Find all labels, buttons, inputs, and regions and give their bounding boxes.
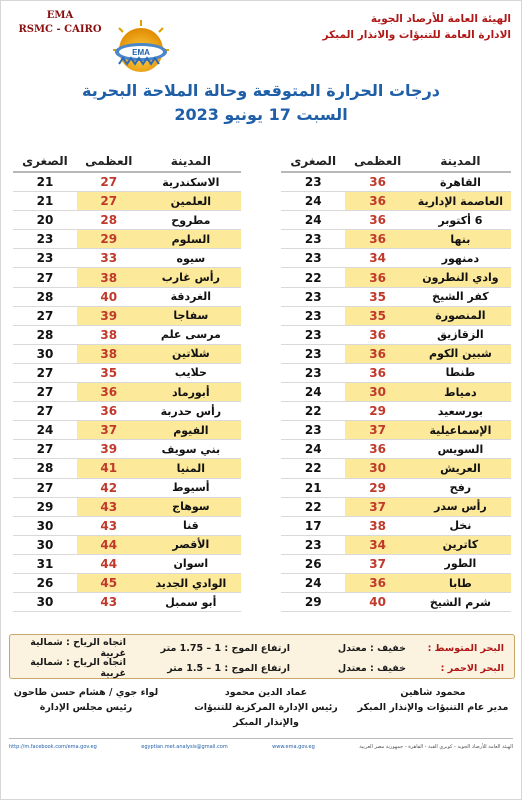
table-row — [13, 173, 241, 192]
min-temp-cell: 29 — [36, 499, 54, 514]
table-row — [13, 574, 241, 593]
min-temp-cell: 22 — [304, 270, 322, 285]
signature-forecast-director — [353, 685, 513, 715]
max-temp-cell: 29 — [77, 230, 141, 248]
table-row — [281, 536, 511, 555]
city-cell: الأقصر — [141, 536, 241, 554]
title-line1: درجات الحرارة المتوقعة وحالة الملاحة البحرية — [81, 81, 440, 100]
city-cell: 6 أكتوبر — [438, 213, 483, 227]
sea-row-red-sea — [10, 658, 514, 678]
table-row — [281, 345, 511, 364]
table-row — [281, 268, 511, 287]
table-row — [13, 307, 241, 326]
table-row — [13, 459, 241, 478]
min-temp-cell: 23 — [304, 423, 322, 438]
city-cell: وادي النطرون — [410, 268, 511, 286]
ema-rsmc-label — [15, 9, 105, 37]
signature-title: مدير عام التنبؤات والإنذار المبكر — [357, 702, 509, 713]
table-row — [281, 307, 511, 326]
signature-chairman — [11, 685, 161, 715]
max-temp-cell: 44 — [100, 556, 118, 571]
signature-name: عماد الدين محمود — [224, 687, 308, 698]
table-row — [281, 402, 511, 421]
min-temp-cell: 24 — [304, 194, 322, 209]
city-cell: القاهرة — [439, 175, 481, 189]
table-row — [13, 498, 241, 517]
max-temp-cell: 38 — [100, 327, 118, 342]
table-row — [13, 555, 241, 574]
min-temp-cell: 23 — [304, 537, 322, 552]
table-row — [13, 536, 241, 555]
signature-name: لواء جوي / هشام حسن طاحون — [13, 687, 159, 698]
max-temp-cell: 44 — [77, 536, 141, 554]
sea-name: البحر الاحمر : — [440, 662, 504, 674]
min-temp-cell: 24 — [304, 213, 322, 228]
city-cell: قنا — [182, 519, 199, 533]
max-temp-cell: 36 — [369, 327, 386, 342]
table-row — [281, 459, 511, 478]
min-temp-cell: 29 — [304, 595, 322, 610]
min-temp-cell: 23 — [304, 251, 322, 266]
city-cell: المنيا — [141, 459, 241, 477]
table-row — [13, 402, 241, 421]
logo-text: EMA — [132, 48, 150, 57]
max-temp-cell: 28 — [100, 213, 118, 228]
table-body — [281, 173, 511, 612]
max-temp-cell: 36 — [100, 404, 118, 419]
city-cell: شرم الشيخ — [429, 595, 491, 609]
min-temp-cell: 20 — [36, 213, 54, 228]
footer-email-link[interactable]: egyptian.met.analysis@gmail.com — [141, 743, 228, 750]
sea-conditions-box — [9, 634, 515, 679]
max-temp-cell: 30 — [345, 459, 409, 477]
city-cell: السويس — [437, 442, 484, 456]
city-cell: الطور — [444, 557, 477, 571]
table-row — [13, 593, 241, 612]
max-temp-cell: 41 — [77, 459, 141, 477]
city-cell: سيوه — [176, 251, 206, 265]
header-max: العظمى — [353, 154, 402, 168]
city-cell: المنصورة — [410, 307, 511, 325]
max-temp-cell: 43 — [77, 498, 141, 516]
min-temp-cell: 17 — [304, 518, 322, 533]
table-row — [281, 192, 511, 211]
table-row — [281, 479, 511, 498]
footer-facebook-link[interactable]: http://m.facebook.com/ema.gov.eg — [9, 743, 97, 750]
city-cell: طابا — [410, 574, 511, 592]
city-cell: سوهاج — [141, 498, 241, 516]
table-header — [281, 151, 511, 173]
table-row — [13, 288, 241, 307]
city-cell: شلاتين — [141, 345, 241, 363]
signature-title: رئيس مجلس الإدارة — [39, 702, 133, 713]
signature-name: محمود شاهين — [400, 687, 466, 698]
max-temp-cell: 39 — [77, 307, 141, 325]
table-row — [281, 288, 511, 307]
city-cell: أبورماد — [141, 383, 241, 401]
rsmc-label: RSMC - CAIRO — [18, 24, 102, 35]
max-temp-cell: 36 — [369, 175, 386, 190]
city-cell: العلمين — [141, 192, 241, 210]
max-temp-cell: 36 — [345, 268, 409, 286]
city-cell: الفيوم — [141, 421, 241, 439]
min-temp-cell: 24 — [304, 385, 322, 400]
max-temp-cell: 38 — [77, 345, 141, 363]
city-cell: أبو سمبل — [165, 595, 217, 609]
header-min: الصغرى — [22, 154, 68, 168]
wind-direction: اتجاه الرياح : شمالية غربية — [30, 637, 126, 659]
max-temp-cell: 40 — [369, 595, 386, 610]
city-cell: نخل — [449, 519, 472, 533]
table-row — [13, 230, 241, 249]
city-cell: حلايب — [174, 366, 207, 380]
page-title — [1, 79, 521, 127]
table-row — [13, 421, 241, 440]
min-temp-cell: 27 — [36, 480, 54, 495]
table-row — [281, 421, 511, 440]
max-temp-cell: 27 — [100, 175, 118, 190]
table-row — [281, 249, 511, 268]
min-temp-cell: 23 — [36, 251, 54, 266]
sea-name: البحر المتوسط : — [427, 642, 504, 654]
max-temp-cell: 36 — [369, 365, 386, 380]
table-row — [281, 326, 511, 345]
header-min: الصغرى — [290, 154, 337, 168]
table-row — [13, 440, 241, 459]
min-temp-cell: 23 — [304, 289, 322, 304]
table-row — [13, 268, 241, 287]
max-temp-cell: 36 — [345, 574, 409, 592]
department-name: الادارة العامة للتنبؤات والانذار المبكر — [322, 29, 511, 41]
title-date: السبت 17 يونيو 2023 — [174, 105, 348, 124]
max-temp-cell: 36 — [369, 213, 386, 228]
table-row — [281, 517, 511, 536]
max-temp-cell: 33 — [100, 251, 118, 266]
header-max: العظمى — [85, 154, 133, 168]
max-temp-cell: 35 — [369, 289, 386, 304]
min-temp-cell: 21 — [36, 194, 54, 209]
min-temp-cell: 30 — [36, 346, 54, 361]
min-temp-cell: 27 — [36, 442, 54, 457]
min-temp-cell: 24 — [36, 423, 54, 438]
page-footer — [9, 738, 513, 754]
city-cell: الغردقة — [170, 290, 212, 304]
table-header — [13, 151, 241, 173]
city-cell: رفح — [449, 481, 472, 495]
city-cell: طنطا — [445, 366, 476, 380]
max-temp-cell: 40 — [100, 289, 118, 304]
table-row — [13, 517, 241, 536]
temperature-table-right — [281, 151, 511, 612]
table-row — [281, 574, 511, 593]
min-temp-cell: 23 — [304, 175, 322, 190]
table-row — [13, 249, 241, 268]
table-row — [13, 211, 241, 230]
table-row — [13, 383, 241, 402]
footer-website-link[interactable]: www.ema.gov.eg — [272, 743, 315, 750]
max-temp-cell: 38 — [77, 268, 141, 286]
city-cell: بورسعيد — [437, 404, 484, 418]
min-temp-cell: 30 — [36, 518, 54, 533]
city-cell: العاصمة الإدارية — [410, 192, 511, 210]
min-temp-cell: 31 — [36, 556, 54, 571]
min-temp-cell: 28 — [36, 461, 54, 476]
max-temp-cell: 43 — [100, 518, 118, 533]
table-row — [281, 498, 511, 517]
table-row — [13, 345, 241, 364]
min-temp-cell: 27 — [36, 365, 54, 380]
max-temp-cell: 36 — [345, 230, 409, 248]
table-row — [281, 593, 511, 612]
min-temp-cell: 24 — [304, 442, 322, 457]
table-row — [281, 230, 511, 249]
min-temp-cell: 24 — [304, 576, 322, 591]
table-row — [281, 364, 511, 383]
max-temp-cell: 36 — [369, 442, 386, 457]
max-temp-cell: 37 — [77, 421, 141, 439]
min-temp-cell: 23 — [304, 346, 322, 361]
signature-central-head — [181, 685, 351, 730]
max-temp-cell: 42 — [100, 480, 118, 495]
min-temp-cell: 22 — [304, 404, 322, 419]
city-cell: رأس حدربة — [160, 404, 222, 418]
max-temp-cell: 36 — [77, 383, 141, 401]
min-temp-cell: 21 — [304, 480, 322, 495]
min-temp-cell: 22 — [304, 499, 322, 514]
signature-title: رئيس الإدارة المركزية للتنبؤات والإنذار المبكر — [194, 702, 338, 728]
sea-state: خفيف : معتدل — [337, 642, 406, 654]
table-row — [13, 326, 241, 345]
table-body — [13, 173, 241, 612]
min-temp-cell: 27 — [36, 385, 54, 400]
max-temp-cell: 29 — [369, 404, 386, 419]
wave-height: ارتفاع الموج : 1 – 1.5 متر — [167, 662, 290, 674]
max-temp-cell: 27 — [77, 192, 141, 210]
min-temp-cell: 21 — [36, 175, 54, 190]
wave-height: ارتفاع الموج : 1 – 1.75 متر — [160, 642, 290, 654]
city-cell: السلوم — [141, 230, 241, 248]
ema-label: EMA — [46, 10, 74, 21]
min-temp-cell: 26 — [304, 556, 322, 571]
min-temp-cell: 27 — [36, 404, 54, 419]
min-temp-cell: 22 — [304, 461, 322, 476]
max-temp-cell: 39 — [100, 442, 118, 457]
authority-name: الهيئة العامة للأرصاد الجوية — [370, 13, 511, 25]
city-cell: أسيوط — [172, 481, 210, 495]
city-cell: سفاجا — [141, 307, 241, 325]
min-temp-cell: 30 — [36, 537, 54, 552]
max-temp-cell: 34 — [345, 536, 409, 554]
max-temp-cell: 38 — [369, 518, 386, 533]
max-temp-cell: 37 — [345, 498, 409, 516]
city-cell: دمياط — [410, 383, 511, 401]
city-cell: الإسماعيلية — [410, 421, 511, 439]
temperature-table-left — [13, 151, 241, 612]
max-temp-cell: 34 — [369, 251, 386, 266]
city-cell: مطروح — [171, 213, 211, 227]
city-cell: اسوان — [173, 557, 209, 571]
min-temp-cell: 28 — [36, 289, 54, 304]
wind-direction: اتجاه الرياح : شمالية غربية — [30, 657, 126, 679]
ema-logo-icon — [101, 6, 181, 86]
max-temp-cell: 37 — [345, 421, 409, 439]
city-cell: بنها — [410, 230, 511, 248]
city-cell: الزقازيق — [437, 328, 484, 342]
table-row — [281, 383, 511, 402]
max-temp-cell: 43 — [100, 595, 118, 610]
header-city: المدينة — [170, 154, 211, 168]
max-temp-cell: 30 — [345, 383, 409, 401]
header-city: المدينة — [440, 154, 481, 168]
city-cell: رأس سدر — [410, 498, 511, 516]
max-temp-cell: 35 — [345, 307, 409, 325]
table-row — [281, 173, 511, 192]
city-cell: الوادي الجديد — [141, 574, 241, 592]
city-cell: كاترين — [410, 536, 511, 554]
sea-row-mediterranean — [10, 638, 514, 658]
footer-address: الهيئة العامة للأرصاد الجوية - كوبري القبة - القاهرة - جمهورية مصر العربية — [359, 743, 513, 750]
city-cell: مرسى علم — [160, 328, 221, 342]
city-cell: الاسكندرية — [162, 175, 220, 189]
max-temp-cell: 29 — [369, 480, 386, 495]
min-temp-cell: 23 — [36, 232, 54, 247]
min-temp-cell: 26 — [36, 576, 54, 591]
max-temp-cell: 45 — [77, 574, 141, 592]
table-row — [281, 211, 511, 230]
city-cell: بني سويف — [161, 442, 221, 456]
city-cell: رأس غارب — [141, 268, 241, 286]
min-temp-cell: 30 — [36, 595, 54, 610]
max-temp-cell: 36 — [345, 192, 409, 210]
city-cell: كفر الشيخ — [432, 290, 489, 304]
min-temp-cell: 27 — [36, 270, 54, 285]
min-temp-cell: 23 — [304, 327, 322, 342]
max-temp-cell: 36 — [345, 345, 409, 363]
table-row — [13, 192, 241, 211]
authority-header — [311, 11, 511, 43]
city-cell: شبين الكوم — [410, 345, 511, 363]
max-temp-cell: 37 — [369, 556, 386, 571]
min-temp-cell: 23 — [304, 365, 322, 380]
sea-state: خفيف : معتدل — [337, 662, 406, 674]
min-temp-cell: 28 — [36, 327, 54, 342]
city-cell: العريش — [410, 459, 511, 477]
table-row — [281, 440, 511, 459]
min-temp-cell: 23 — [304, 308, 322, 323]
table-row — [13, 364, 241, 383]
table-row — [13, 479, 241, 498]
city-cell: دمنهور — [441, 251, 480, 265]
min-temp-cell: 27 — [36, 308, 54, 323]
table-row — [281, 555, 511, 574]
max-temp-cell: 35 — [100, 365, 118, 380]
min-temp-cell: 23 — [304, 232, 322, 247]
